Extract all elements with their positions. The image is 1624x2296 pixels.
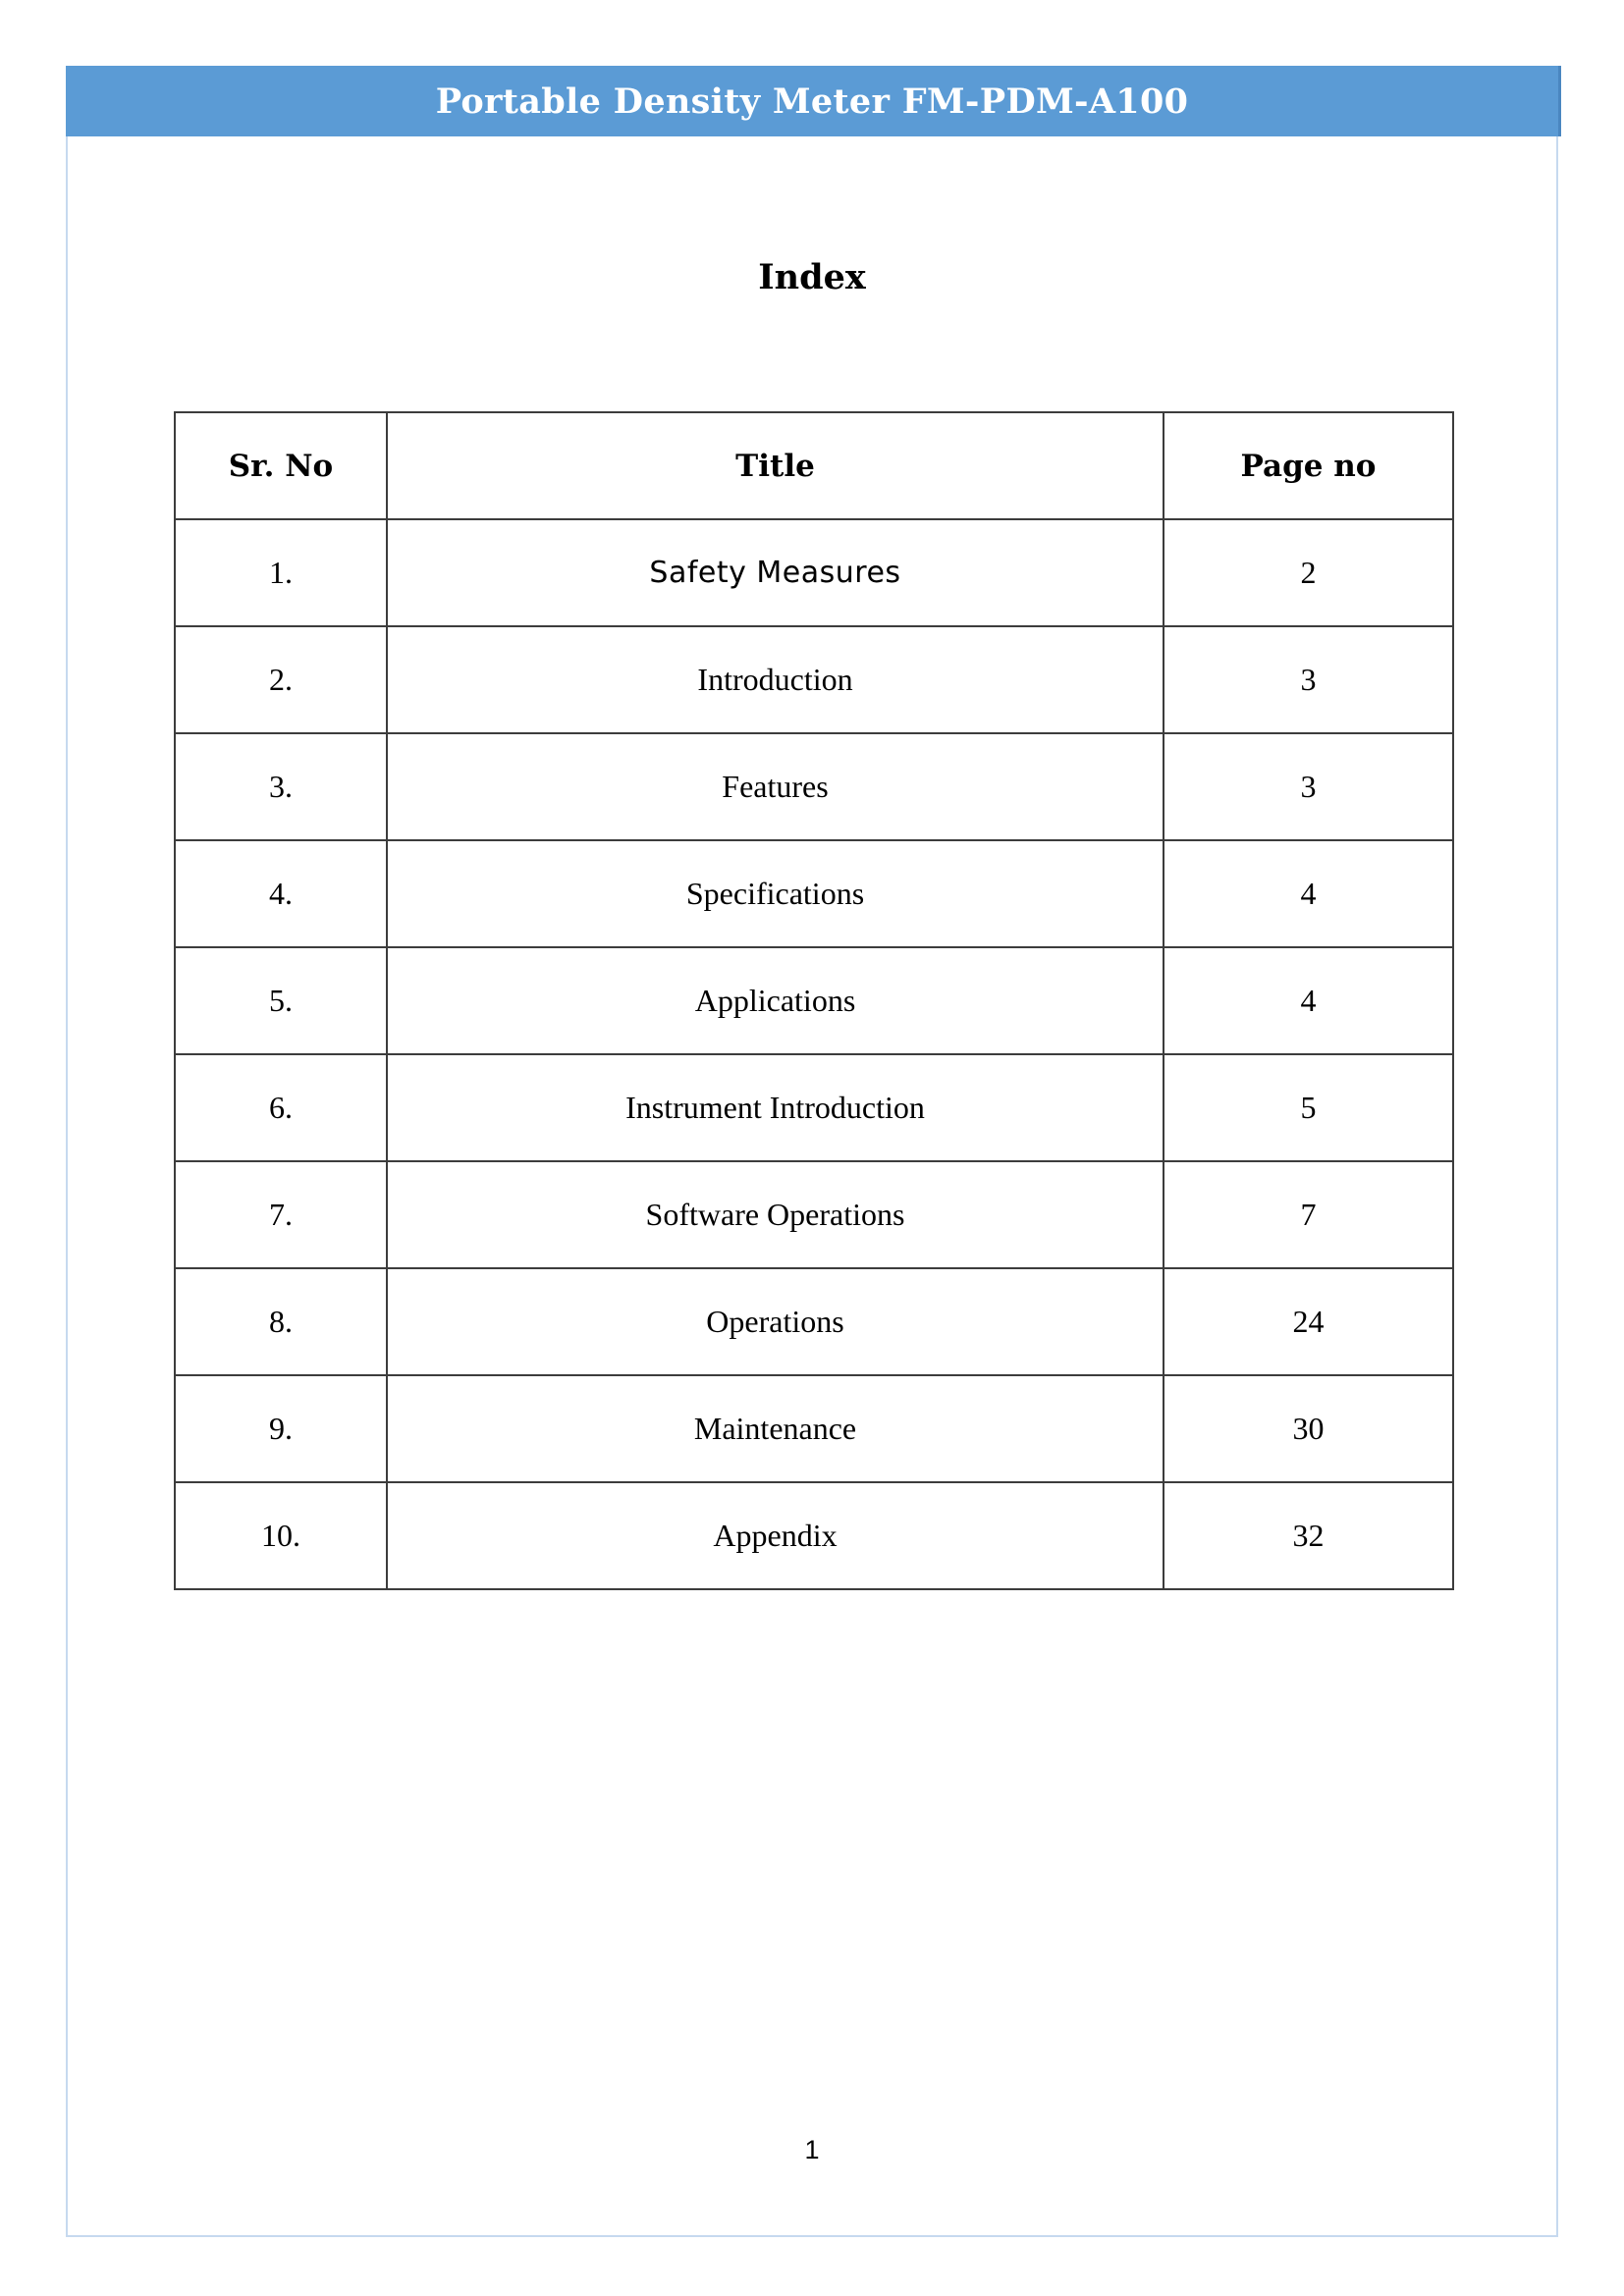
title-cell: Maintenance	[387, 1375, 1164, 1482]
table-header-row	[175, 412, 1453, 519]
sr-no-cell: 1.	[175, 519, 387, 626]
title-cell: Features	[387, 733, 1164, 840]
page-no-cell: 5	[1164, 1054, 1453, 1161]
title-cell: Software Operations	[387, 1161, 1164, 1268]
index-heading: Index	[758, 257, 866, 297]
table-row	[175, 1161, 1453, 1268]
sr-no-cell: 9.	[175, 1375, 387, 1482]
table-row	[175, 840, 1453, 947]
sr-no-cell: 5.	[175, 947, 387, 1054]
table-row	[175, 1482, 1453, 1589]
table-row	[175, 626, 1453, 733]
page-no-cell: 2	[1164, 519, 1453, 626]
header-band	[66, 66, 1561, 136]
title-cell: Introduction	[387, 626, 1164, 733]
sr-no-cell: 4.	[175, 840, 387, 947]
title-cell: Specifications	[387, 840, 1164, 947]
title-cell: Instrument Introduction	[387, 1054, 1164, 1161]
table-row	[175, 1375, 1453, 1482]
sr-no-cell: 7.	[175, 1161, 387, 1268]
index-table	[174, 411, 1454, 1590]
title-cell: Operations	[387, 1268, 1164, 1375]
page-no-cell: 3	[1164, 733, 1453, 840]
sr-no-cell: 2.	[175, 626, 387, 733]
sr-no-cell: 3.	[175, 733, 387, 840]
page-no-cell: 4	[1164, 840, 1453, 947]
table-row	[175, 733, 1453, 840]
column-header-sr-no: Sr. No	[175, 412, 387, 519]
column-header-title: Title	[387, 412, 1164, 519]
sr-no-cell: 8.	[175, 1268, 387, 1375]
table-row	[175, 947, 1453, 1054]
column-header-page-no: Page no	[1164, 412, 1453, 519]
page-no-cell: 24	[1164, 1268, 1453, 1375]
table-row	[175, 519, 1453, 626]
document-title: Portable Density Meter FM-PDM-A100	[435, 80, 1189, 122]
title-cell: Applications	[387, 947, 1164, 1054]
page-no-cell: 4	[1164, 947, 1453, 1054]
page-no-cell: 32	[1164, 1482, 1453, 1589]
title-cell: Appendix	[387, 1482, 1164, 1589]
page-no-cell: 7	[1164, 1161, 1453, 1268]
page-number: 1	[804, 2135, 820, 2164]
page-no-cell: 30	[1164, 1375, 1453, 1482]
page-no-cell: 3	[1164, 626, 1453, 733]
table-row	[175, 1054, 1453, 1161]
sr-no-cell: 6.	[175, 1054, 387, 1161]
sr-no-cell: 10.	[175, 1482, 387, 1589]
table-row	[175, 1268, 1453, 1375]
title-cell: Safety Measures	[387, 519, 1164, 626]
